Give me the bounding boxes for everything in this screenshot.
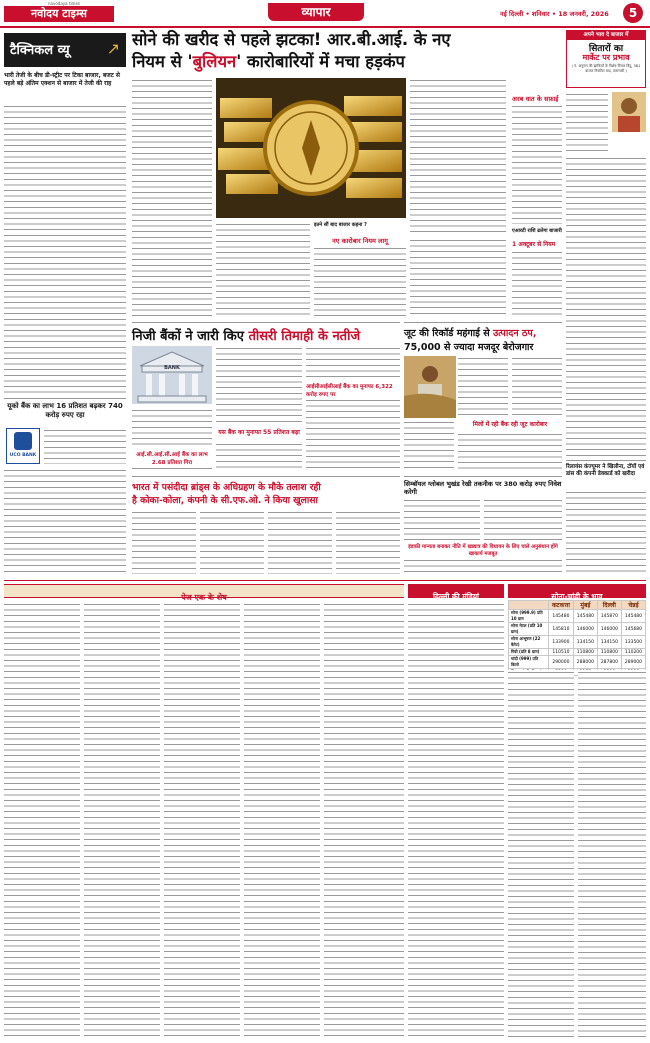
bullion-table-wrap [508,600,646,676]
bank-building-illustration [132,346,212,404]
uco-emblem-icon [14,432,32,450]
astro-body-a [566,92,608,152]
gold-body-col1 [132,78,212,318]
astro-sub1: सितारों का [588,44,624,54]
uco-body-a [44,428,126,464]
delhi-market-col [408,602,504,1038]
tech-body-col1 [404,498,480,542]
front-cont-title: पेज एक के शेष [181,593,227,602]
gold-body-under-photo-b [314,246,406,318]
rbi-gold-illustration [216,78,406,218]
bullion-col-header: कटकत्ता [549,601,574,610]
section-tab [268,3,364,21]
mid-col-sub1: एआरटी राशि ढलेगा बाजारी [512,228,562,234]
table-row [509,610,646,623]
astro-byline: ( पं. अनुराग की झांकियाँ के विशेष विचार बिंदु, 381 बाजार नियमित बाद, वाराणसी ) [571,64,641,73]
reliance-body [566,490,646,574]
tech-body-col2 [484,498,562,542]
gold-photo-caption: इतने सौं बाद बाजार कहना ? [314,222,367,228]
section-title: व्यापार [301,5,331,19]
astro-box [566,30,646,88]
bullion-row-label: चांदी (999) प्रति किलो [509,656,549,669]
bullion-cell: 146000 [597,623,621,636]
jute-headline-pre: जूट की रिकॉर्ड महंगाई से [404,328,493,339]
jute-worker-illustration [404,356,456,418]
jute-subhead: मिलों में रही बैंक रही जूट कारोबार [472,421,548,428]
bullion-col-header [509,601,549,610]
banks-sub-icici-profit: आईसीआईसीआई बैंक का मुनाफा 6,322 करोड़ रुपए पर [306,384,393,398]
bank-sign-text: BANK [164,365,180,371]
bullion-row-label: सोना मेटल (प्रति 10 ग्राम) [509,623,549,636]
tech-body-bottom [404,558,562,574]
page-number-badge [623,3,643,23]
bullion-cell: 110800 [573,649,597,656]
bank-building-photo [132,346,212,404]
bullion-cell: 134150 [573,636,597,649]
brands-top-rule [132,476,400,477]
masthead-rule [0,26,650,28]
jute-worker-photo [404,356,456,418]
table-row [509,636,646,649]
uco-body-b [4,468,126,574]
jute-top-rule [404,322,562,323]
gold-headline-highlight: बुलियन [192,52,237,71]
banks-body-col1b [132,466,212,472]
tech-headline: सिम्बॉयल ग्लोबल भुखंड रेखी तकनीक पर 380 करोड़ रुपए निवेश करेगी [404,480,562,496]
page-number: 5 [628,6,638,20]
bullion-cell: 145870 [597,610,621,623]
jute-headline-highlight: उत्पादन ठप, [492,328,537,339]
tech-top-rule [404,476,562,477]
front-cont-col1 [4,602,80,1038]
banks-body-col3b [306,398,400,472]
bullion-row-label: सोना आभूषण (22 कैरेट) [509,636,549,649]
bullion-cell: 288000 [573,656,597,669]
bullion-notes-col1 [508,670,574,1038]
technical-view-text: टैक्निकल व्यू [10,43,70,58]
front-cont-col2 [84,602,160,1038]
front-cont-header [4,584,404,602]
masthead-left [0,0,130,28]
banks-body-col1 [132,408,212,448]
delhi-market-header [408,584,504,601]
gold-headline-post: ' कारोबारियों में मचा हड़कंप [236,52,405,71]
bullion-header [508,584,646,601]
front-cont-col5 [324,602,404,1038]
bullion-cell: 110200 [621,649,645,656]
banks-headline [132,326,400,344]
gold-body-col3 [410,78,506,234]
bullion-cell: 134150 [597,636,621,649]
gold-headline-pre: नियम से ' [132,52,193,71]
masthead-small-label: navodaya times [48,1,81,6]
bullion-cell: 133500 [621,636,645,649]
bullion-cell: 133900 [549,636,574,649]
bullion-col-header: चेन्नई [621,601,645,610]
bullion-row-label: सोना (999.9) प्रति 10 ग्राम [509,610,549,623]
front-cont-col4 [244,602,320,1038]
gold-body-col3-bottom [410,238,506,318]
rbi-gold-photo [216,78,406,218]
lower-rule [4,580,646,581]
bullion-col-header: दिल्ली [597,601,621,610]
table-row [509,623,646,636]
reliance-headline: रिलायंस कंज्यूमर ने खिलौना, टॉयों एवं डांस की कंपनी डेक्कार्ड को खरीदा [566,464,645,477]
astro-photo-illustration [612,92,646,132]
table-row [509,649,646,656]
astro-body-b [566,156,646,456]
front-cont-col3 [164,602,240,1038]
table-row [509,656,646,669]
left-divider [4,398,126,399]
gold-body-under-photo-a [216,222,310,318]
technical-view-logo [4,33,126,67]
delhi-market-title: दिल्ली की मंडियां [433,592,479,601]
bullion-col-header: मुंबई [573,601,597,610]
uco-logo-label: UCO BANK [9,453,37,458]
bullion-title: सोना-चांदी के भाव [551,592,603,601]
brands-headline-line1: भारत में पसंदीदा ब्रांड्स के अधिग्रहण के मौके तलाश रही [132,482,321,493]
banks-headline-pre: निजी बैंकों ने जारी किए [132,329,249,344]
banks-body-col3 [306,346,400,380]
jute-body-bottom-b [458,432,562,472]
banks-sub-icici-fall: आई.सी.आई.सी.आई बैंक का लाभ 2.68 प्रतिशत गिरा [136,452,208,466]
bullion-row-label: गिन्नी (प्रति 8 ग्राम) [509,649,549,656]
uco-headline: यूको बैंक का लाभ 16 प्रतिशत बढ़कर 740 करोड़ रुपए रहा [7,402,123,419]
jute-headline-line1 [404,326,562,339]
banks-top-rule [132,322,400,323]
jute-headline-line2: 75,000 से ज्यादा मजदूर बेरोजगार [404,342,534,353]
bullion-cell: 145810 [549,623,574,636]
brands-body-col2 [200,510,264,574]
technical-body [4,104,126,394]
brands-body-col3 [268,510,332,574]
uco-bank-logo [6,428,40,464]
jute-body-col1 [458,356,508,418]
brands-headline-line2: है कोका-कोला, कंपनी के सी.एफ.ओ. ने किया खुलासा [132,495,318,506]
banks-body-col2b [216,442,302,472]
technical-headline: भारी तेजी के बीच डी-स्ट्रीट पर टिका बाजार, बजट से पहले बड़े अंतिम एक्शन से बाजार में तेजी की राह [4,72,120,87]
brand-logo [4,6,114,22]
banks-sub-yes: यस बैंक का मुनाफा 55 प्रतिशत बढ़ा [218,429,300,436]
bullion-table [508,600,646,676]
banks-headline-highlight: तीसरी तिमाही के नतीजे [248,329,361,344]
brands-body-col4 [336,510,400,574]
bullion-cell: 110510 [549,649,574,656]
bullion-header-row [509,601,646,610]
reliance-top-rule [566,460,646,461]
astro-header: अपने भाव दे बाजार में [567,31,645,40]
brand-logo-text: नवोदय टाइम्स [31,7,87,20]
jute-body-col2 [512,356,562,418]
brands-body-col1 [132,510,196,574]
bullion-cell: 110800 [597,649,621,656]
bullion-cell: 145480 [549,610,574,623]
tech-subhead: इंडाफ़ी मान्यता बनाकर नीति में खाद्यात्र की विधायन के लिए चाले अनुसंधान होंगे खाकार्य मजबूत [408,544,558,557]
bullion-cell: 145680 [621,623,645,636]
bullion-cell: 145480 [573,610,597,623]
jute-body-bottom-a [404,420,454,472]
gold-subhead: नए कारोबार नियम लागू [332,237,388,245]
chart-arrow-icon: ↗ [106,39,120,58]
dateline: नई दिल्ली • शनिवार • 18 जनवरी, 2026 [500,10,609,18]
astro-sub2: मार्केट पर प्रभाव [582,53,630,62]
gold-headline-line1: सोने की खरीद से पहले झटका! आर.बी.आई. के नए [132,30,451,49]
banks-body-col2 [216,346,302,426]
bullion-cell: 290000 [549,656,574,669]
mid-col-sub2: 1 अक्टूबर से नियम [512,241,556,248]
mid-col-title: अरब वात के सफ़ाई [512,95,559,103]
bullion-cell: 287800 [597,656,621,669]
bullion-cell: 146000 [573,623,597,636]
mid-col-body-b [512,250,562,318]
gold-headline-line2 [132,52,508,72]
bullion-cell: 289000 [621,656,645,669]
mid-col-body-a [512,104,562,224]
bullion-cell: 145480 [621,610,645,623]
bullion-notes-col2 [578,670,646,1038]
astro-photo [612,92,646,132]
